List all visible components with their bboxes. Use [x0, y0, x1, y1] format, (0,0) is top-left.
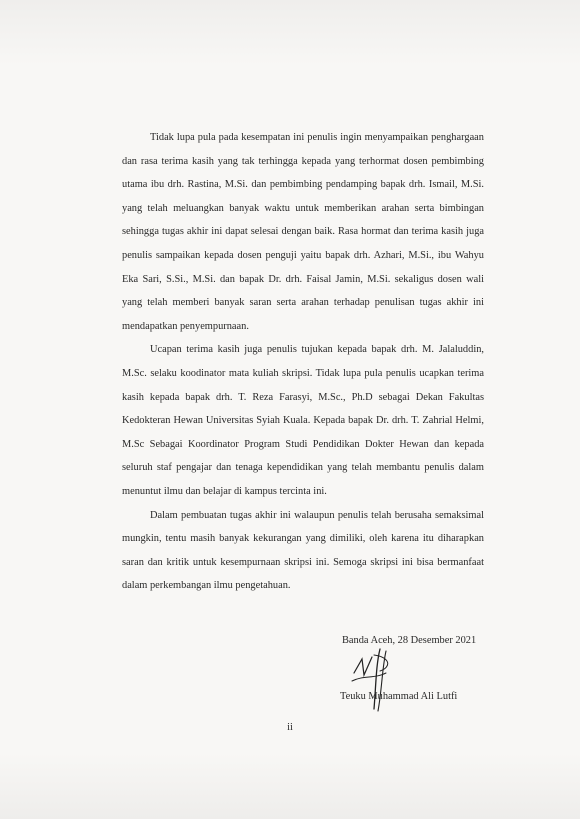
paragraph-acknowledgement-supervisors: Tidak lupa pula pada kesempatan ini penulis ingin menyampaikan penghargaan dan rasa terima kasih yang tak terhingga kepada yang terhormat dosen pembimbing utama ibu drh. Rastina, M.Si. dan pembimbing pendamping bapak drh. Ismail, M.Si. yang telah meluangkan banyak waktu untuk memberikan arahan serta bimbingan sehingga tugas akhir ini dapat selesai dengan baik. Rasa hormat dan terima kasih juga penulis sampaikan kepada dosen penguji yaitu bapak drh. Azhari, M.Si., ibu Wahyu Eka Sari, S.Si., M.Si. dan bapak Dr. drh. Faisal Jamin, M.Si. sekaligus dosen wali yang telah memberi banyak saran serta arahan terhadap penulisan tugas akhir ini mendapatkan penyempurnaan.: [122, 132, 484, 332]
handwritten-signature: [346, 645, 416, 715]
page-number: ii: [287, 722, 293, 733]
signer-name: Teuku Muhammad Ali Lutfi: [340, 691, 458, 702]
paragraph-acknowledgement-faculty: Ucapan terima kasih juga penulis tujukan kepada bapak drh. M. Jalaluddin, M.Sc. selaku koodinator mata kuliah skripsi. Tidak lupa pula penulis ucapkan terima kasih kepada bapak drh. T. Reza Farasyi, M.Sc., Ph.D sebagai Dekan Fakultas Kedokteran Hewan Universitas Syiah Kuala. Kepada bapak Dr. drh. T. Zahrial Helmi, M.Sc Sebagai Koordinator Program Studi Pendidikan Dokter Hewan dan kepada seluruh staf pengajar dan tenaga kependidikan yang telah membantu penulis dalam menuntut ilmu dan belajar di kampus tercinta ini.: [122, 344, 484, 497]
document-body: [122, 126, 484, 598]
place-date: Banda Aceh, 28 Desember 2021: [342, 635, 477, 646]
paragraph-closing: Dalam pembuatan tugas akhir ini walaupun penulis telah berusaha semaksimal mungkin, tentu masih banyak kekurangan yang dimiliki, oleh karena itu diharapkan saran dan kritik untuk kesempurnaan skripsi ini. Semoga skripsi ini bisa bermanfaat dalam perkembangan ilmu pengetahuan.: [122, 509, 484, 592]
